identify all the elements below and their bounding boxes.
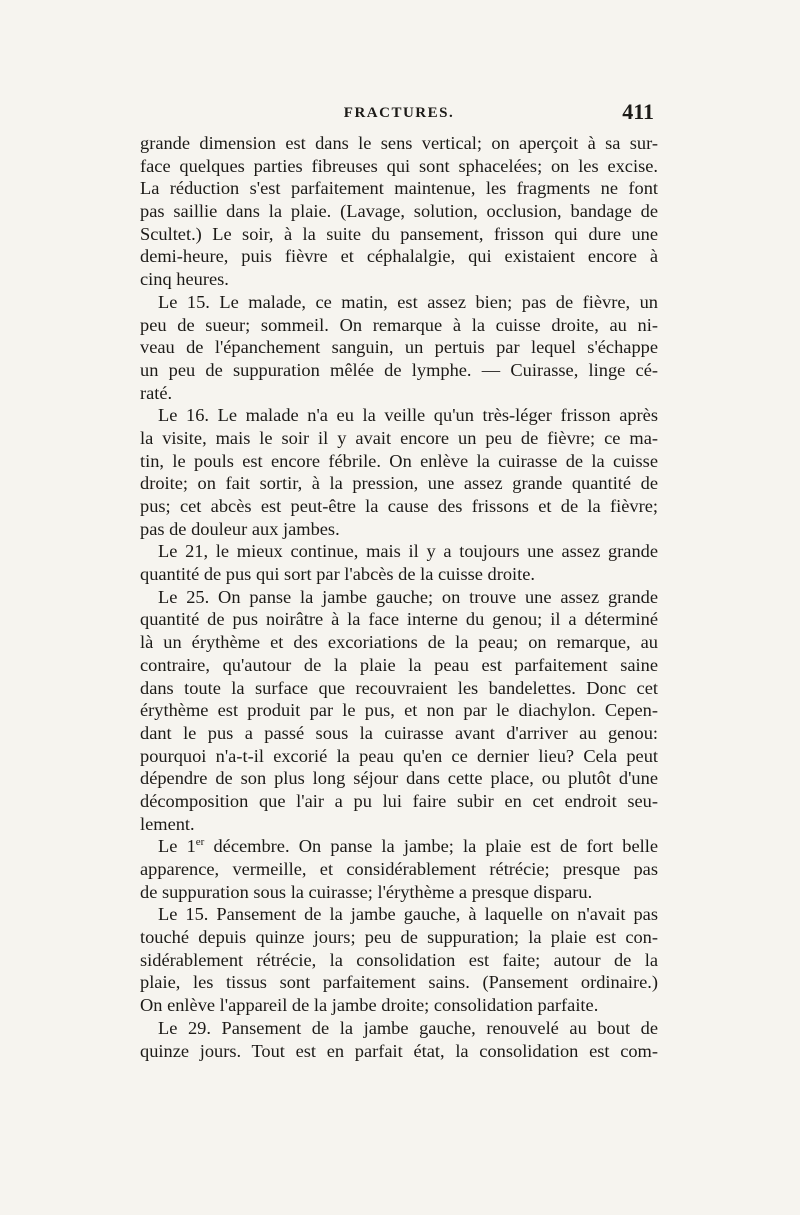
text-line: là un érythème et des excoriations de la peau; on remarque, au	[140, 632, 658, 653]
text-line	[140, 835, 658, 858]
body-text	[140, 132, 658, 1062]
text-line: apparence, vermeille, et considérablement rétrécie; presque pas	[140, 859, 658, 879]
text-line: Le 25. On panse la jambe gauche; on trouve une assez grande	[158, 586, 658, 607]
text-line: quinze jours. Tout est en parfait état, la consolidation est com-	[140, 1040, 658, 1061]
text-line: contraire, qu'autour de la plaie la peau est parfaitement saine	[140, 654, 658, 675]
text-line: grande dimension est dans le sens vertical; on aperçoit à sa sur-	[140, 133, 658, 153]
text-line: La réduction s'est parfaitement maintenue, les fragments ne font	[140, 178, 658, 199]
text-line: Le 29. Pansement de la jambe gauche, renouvelé au bout de	[158, 1017, 658, 1038]
text-line: cinq heures.	[140, 269, 229, 290]
text-line: droite; on fait sortir, à la pression, une assez grande quantité de	[140, 473, 658, 494]
text-line: pas saillie dans la plaie. (Lavage, solution, occlusion, bandage de	[140, 201, 658, 222]
ordinal-superscript: er	[195, 836, 205, 849]
text-line: dans toute la surface que recouvraient les bandelettes. Donc cet	[140, 677, 658, 698]
text-line: érythème est produit par le pus, et non par le diachylon. Cepen-	[140, 700, 658, 721]
text-line: Le 15. Pansement de la jambe gauche, à laquelle on n'avait pas	[158, 904, 658, 925]
text-line: décomposition que l'air a pu lui faire subir en cet endroit seu-	[140, 790, 658, 811]
text-line: pus; cet abcès est peut-être la cause des frissons et de la fièvre;	[140, 496, 658, 516]
running-head: FRACTURES.	[343, 105, 455, 121]
text-line: Le 16. Le malade n'a eu la veille qu'un très-léger frisson après	[158, 405, 658, 426]
text-line: sidérablement rétrécie, la consolidation est faite; autour de la	[140, 949, 658, 970]
text-line: Le 21, le mieux continue, mais il y a toujours une assez grande	[158, 541, 658, 562]
text-line: de suppuration sous la cuirasse; l'érythème a presque disparu.	[140, 881, 593, 902]
text-line: Scultet.) Le soir, à la suite du pansement, frisson qui dure une	[140, 223, 658, 244]
text-line: pas de douleur aux jambes.	[140, 518, 340, 539]
text-line: la visite, mais le soir il y avait encore un peu de fièvre; ce ma-	[140, 427, 658, 448]
text-run: décembre. On panse la jambe; la plaie est de fort belle	[204, 836, 658, 857]
text-line: pourquoi n'a-t-il excorié la peau qu'en ce dernier lieu? Cela peut	[140, 745, 658, 766]
text-line: face quelques parties fibreuses qui sont sphacelées; on les excise.	[140, 155, 658, 176]
text-line: plaie, les tissus sont parfaitement sains. (Pansement ordinaire.)	[140, 972, 658, 993]
text-line: raté.	[140, 382, 173, 403]
text-line: lement.	[140, 813, 195, 834]
text-run: Le 1	[158, 836, 196, 857]
text-line: touché depuis quinze jours; peu de suppuration; la plaie est con-	[140, 927, 658, 948]
text-line: quantité de pus qui sort par l'abcès de la cuisse droite.	[140, 564, 536, 585]
page-header	[140, 99, 658, 131]
text-line: un peu de suppuration mêlée de lymphe. — Cuirasse, linge cé-	[140, 359, 658, 380]
text-line: Le 15. Le malade, ce matin, est assez bien; pas de fièvre, un	[158, 291, 658, 312]
page-number: 411	[622, 99, 654, 124]
text-line: peu de sueur; sommeil. On remarque à la cuisse droite, au ni-	[140, 314, 658, 335]
text-line: tin, le pouls est encore fébrile. On enlève la cuirasse de la cuisse	[140, 450, 658, 471]
text-line: veau de l'épanchement sanguin, un pertuis par lequel s'échappe	[140, 337, 658, 358]
text-line: quantité de pus noirâtre à la face interne du genou; il a déterminé	[140, 609, 658, 630]
text-line: demi-heure, puis fièvre et céphalalgie, qui existaient encore à	[140, 246, 658, 267]
text-line: dant le pus a passé sous la cuirasse avant d'arriver au genou:	[140, 722, 658, 743]
text-line: On enlève l'appareil de la jambe droite; consolidation parfaite.	[140, 995, 599, 1016]
text-line: dépendre de son plus long séjour dans cette place, ou plutôt d'une	[140, 768, 658, 789]
